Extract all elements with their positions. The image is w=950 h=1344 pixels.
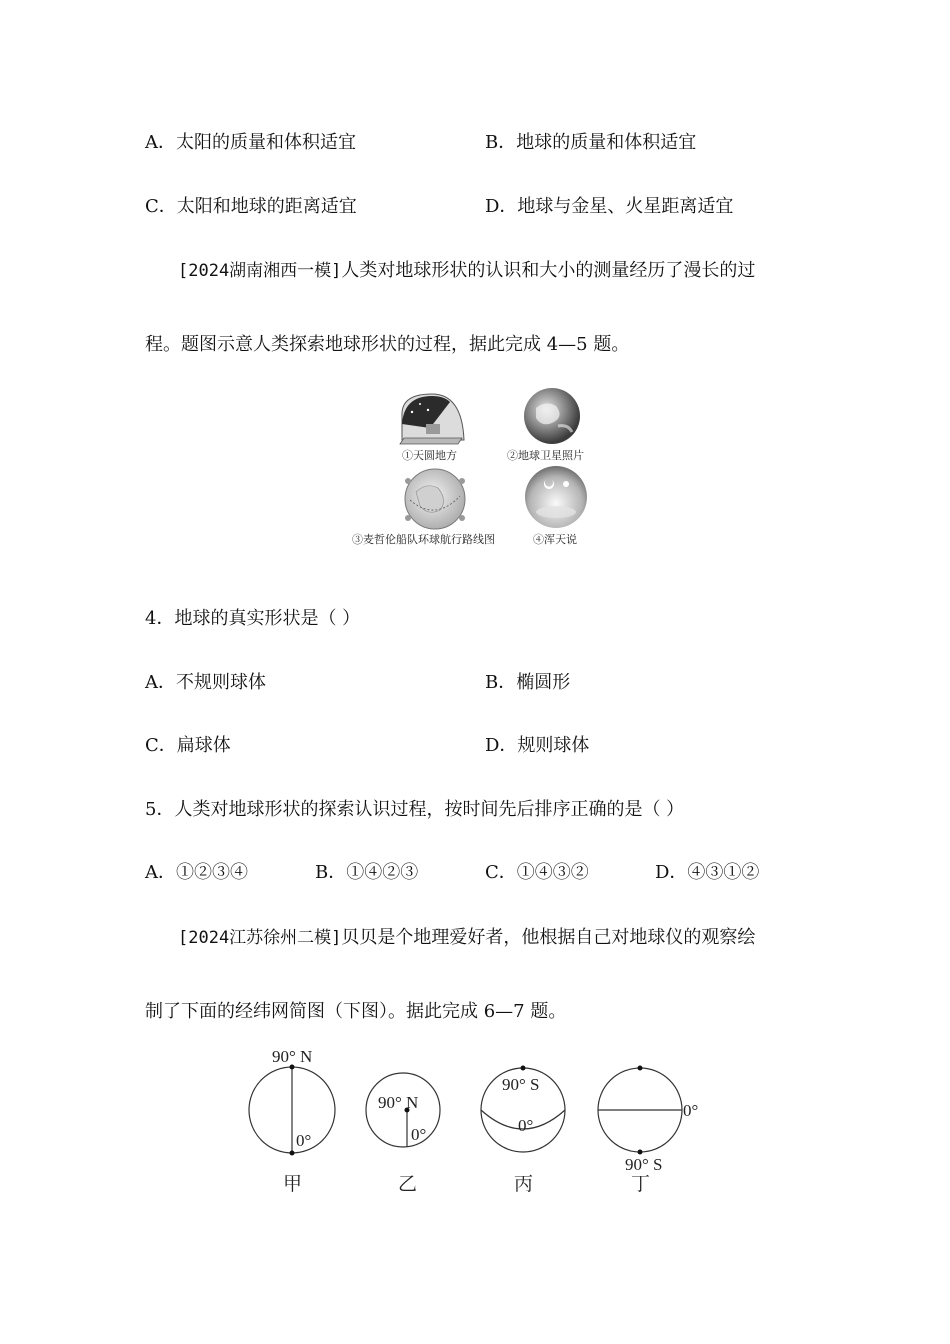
passage2-line2: 制了下面的经纬网简图（下图）。据此完成 6—7 题。 xyxy=(145,1001,567,1022)
ding-bottom-label: 90° S xyxy=(625,1155,663,1174)
q5-option-c: C．①④③② xyxy=(485,862,589,883)
earth-shape-figure xyxy=(340,388,620,550)
q4-stem: 4．地球的真实形状是（ ） xyxy=(145,608,361,629)
dome-heaven-image xyxy=(400,394,464,444)
q4-option-b: B．椭圆形 xyxy=(485,672,571,693)
passage1-source: [2024湖南湘西一模] xyxy=(178,261,342,281)
magellan-route-image xyxy=(405,469,465,529)
passage2-text1: 贝贝是个地理爱好者，他根据自己对地球仪的观察绘 xyxy=(341,927,756,948)
q3-option-c: C．太阳和地球的距离适宜 xyxy=(145,196,357,217)
passage1-line1 xyxy=(178,259,755,283)
ding-right-label: 0° xyxy=(683,1101,699,1120)
graticule-yi xyxy=(366,1073,440,1195)
q5-option-a: A．①②③④ xyxy=(145,862,248,883)
figure1-label4: ④浑天说 xyxy=(533,533,577,546)
ding-name: 丁 xyxy=(631,1173,651,1195)
q5-stem: 5．人类对地球形状的探索认识过程，按时间先后排序正确的是（ ） xyxy=(145,799,685,820)
q3-option-d: D．地球与金星、火星距离适宜 xyxy=(485,196,734,217)
passage1-text1: 人类对地球形状的认识和大小的测量经历了漫长的过 xyxy=(341,260,756,281)
figure1-label2: ②地球卫星照片 xyxy=(507,449,584,462)
passage2-line1 xyxy=(178,926,755,950)
q4-option-a: A．不规则球体 xyxy=(145,672,266,693)
passage2-source: [2024江苏徐州二模] xyxy=(178,928,342,948)
bing-top-label: 90° S xyxy=(502,1075,540,1094)
q4-option-c: C．扁球体 xyxy=(145,735,231,756)
satellite-earth-image xyxy=(524,388,580,444)
q3-option-b: B．地球的质量和体积适宜 xyxy=(485,132,697,153)
passage1-line2: 程。题图示意人类探索地球形状的过程，据此完成 4—5 题。 xyxy=(145,334,630,355)
huntian-image xyxy=(525,466,587,528)
yi-bottom-label: 0° xyxy=(411,1125,427,1144)
figure1-label3: ③麦哲伦船队环球航行路线图 xyxy=(352,533,495,546)
jia-top-label: 90° N xyxy=(272,1047,313,1066)
graticule-figure xyxy=(240,1040,720,1205)
figure1-label1: ①天圆地方 xyxy=(402,449,457,462)
graticule-jia xyxy=(249,1047,335,1195)
jia-name: 甲 xyxy=(283,1173,303,1195)
yi-name: 乙 xyxy=(398,1173,418,1195)
q5-option-b: B．①④②③ xyxy=(315,862,419,883)
jia-bottom-label: 0° xyxy=(296,1131,312,1150)
q4-option-d: D．规则球体 xyxy=(485,735,590,756)
bing-name: 丙 xyxy=(514,1173,534,1195)
graticule-ding xyxy=(598,1066,698,1196)
bing-mid-label: 0° xyxy=(518,1116,534,1135)
q5-option-d: D．④③①② xyxy=(655,862,760,883)
graticule-bing xyxy=(481,1066,565,1196)
yi-mid-label: 90° N xyxy=(378,1093,419,1112)
q3-option-a: A．太阳的质量和体积适宜 xyxy=(145,132,356,153)
